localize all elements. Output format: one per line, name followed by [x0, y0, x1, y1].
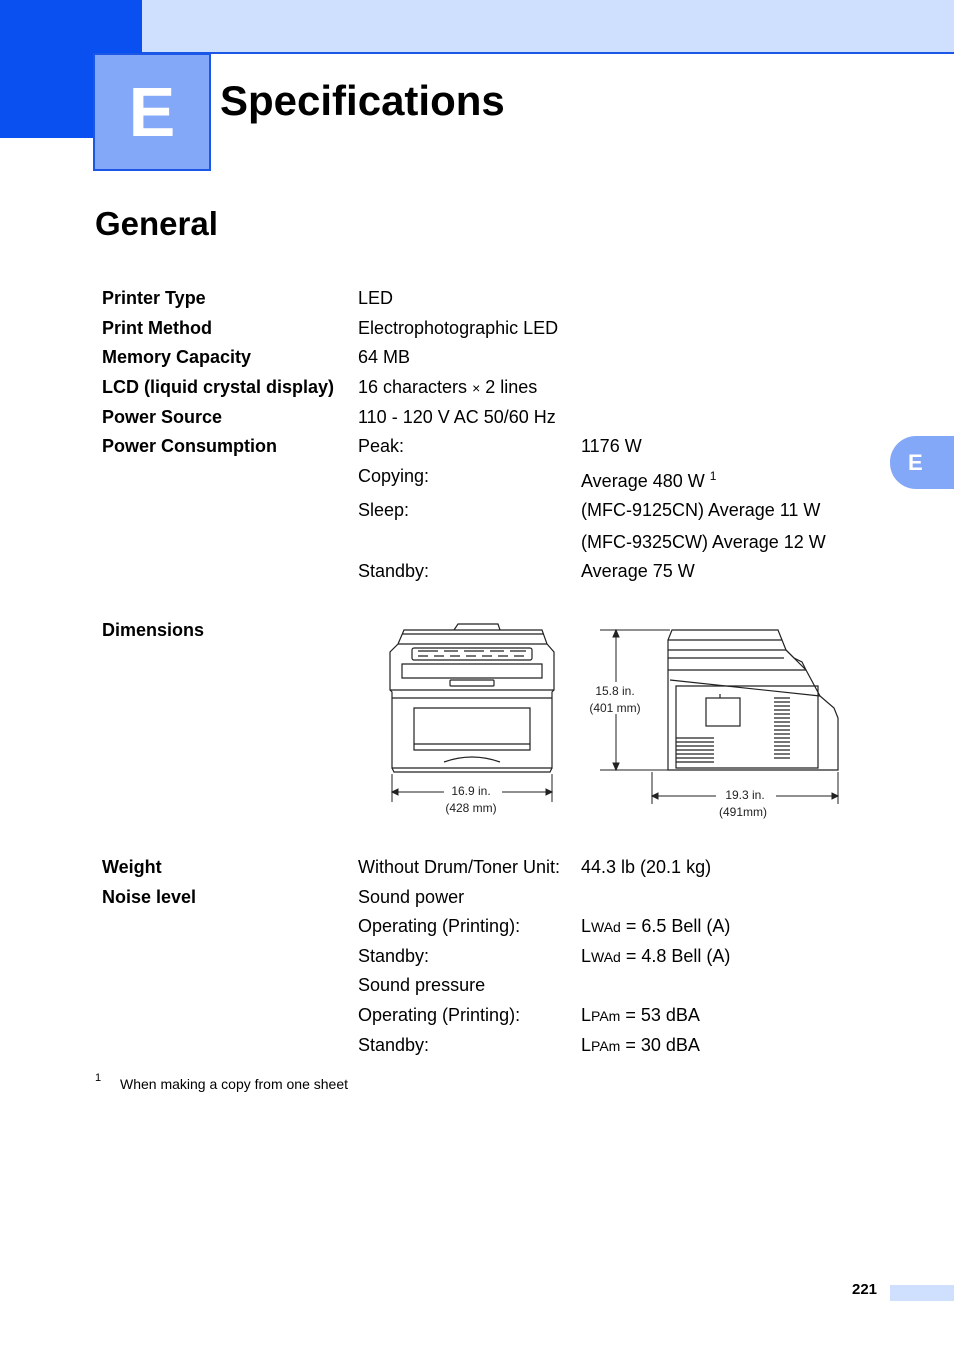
power-source-label: Power Source: [102, 407, 223, 427]
memory-capacity-label: Memory Capacity: [102, 347, 252, 367]
operating-value-1: [581, 915, 730, 938]
footnote-number: 1: [95, 1072, 102, 1084]
page-number: 221: [852, 1281, 878, 1298]
lcd-label: LCD (liquid crystal display): [102, 377, 335, 397]
lwad-subscript: WAd: [591, 949, 621, 965]
standby-label-1: Standby:: [358, 946, 430, 966]
peak-value: 1176 W: [581, 436, 642, 456]
chapter-letter: E: [128, 73, 176, 151]
lpam-subscript: PAm: [591, 1038, 621, 1054]
sound-pressure-label: Sound pressure: [358, 975, 486, 995]
operating-label-1: Operating (Printing):: [358, 916, 521, 936]
lpam-value: = 53 dBA: [620, 1005, 700, 1025]
footnote-text: When making a copy from one sheet: [120, 1076, 349, 1092]
section-title: General: [95, 205, 218, 242]
width-in-label: 16.9 in.: [451, 784, 491, 798]
header-band: [0, 0, 954, 54]
lcd-value-post: 2 lines: [480, 377, 538, 397]
sleep-label: Sleep:: [358, 500, 410, 520]
print-method-label: Print Method: [102, 318, 212, 338]
standby-value-2: [581, 1034, 700, 1057]
lpam-letter: L: [581, 1035, 592, 1055]
sleep-value-1: (MFC-9125CN) Average 11 W: [581, 500, 821, 520]
printer-side-view-drawing: [584, 622, 846, 827]
weight-label: Weight: [102, 857, 162, 877]
operating-value-2: [581, 1004, 700, 1027]
lwad-value: = 6.5 Bell (A): [620, 916, 731, 936]
printer-type-value: LED: [358, 288, 394, 308]
printer-type-label: Printer Type: [102, 288, 206, 308]
weight-sub-label: Without Drum/Toner Unit:: [358, 857, 561, 877]
lpam-value: = 30 dBA: [620, 1035, 700, 1055]
standby-label-2: Standby:: [358, 1035, 430, 1055]
times-sign: ×: [472, 380, 481, 396]
side-tab-letter: E: [908, 449, 923, 475]
copying-value: [581, 470, 716, 492]
sleep-value-2: (MFC-9325CW) Average 12 W: [581, 532, 826, 552]
lwad-letter: L: [581, 916, 592, 936]
lpam-subscript: PAm: [591, 1008, 621, 1024]
standby-value: Average 75 W: [581, 561, 695, 581]
standby-label: Standby:: [358, 561, 430, 581]
depth-in-label: 19.3 in.: [725, 788, 765, 802]
sound-power-label: Sound power: [358, 887, 465, 907]
copying-value-text: Average 480 W: [581, 471, 705, 491]
power-source-value: 110 - 120 V AC 50/60 Hz: [358, 407, 556, 427]
weight-value: 44.3 lb (20.1 kg): [581, 857, 712, 877]
chapter-title: Specifications: [220, 77, 505, 124]
lpam-letter: L: [581, 1005, 592, 1025]
lwad-letter: L: [581, 946, 592, 966]
memory-capacity-value: 64 MB: [358, 347, 411, 367]
page-number-bar: [890, 1285, 954, 1301]
peak-label: Peak:: [358, 436, 405, 456]
copying-label: Copying:: [358, 466, 430, 486]
power-consumption-label: Power Consumption: [102, 436, 277, 456]
lcd-value-pre: 16 characters: [358, 377, 473, 397]
printer-front-view-drawing: [384, 622, 569, 822]
print-method-value: Electrophotographic LED: [358, 318, 559, 338]
noise-level-label: Noise level: [102, 887, 197, 907]
chapter-letter-box: [93, 53, 211, 171]
standby-value-1: [581, 945, 730, 968]
operating-label-2: Operating (Printing):: [358, 1005, 521, 1025]
height-in-label: 15.8 in.: [595, 684, 635, 698]
width-mm-label: (428 mm): [445, 801, 497, 815]
height-mm-label: (401 mm): [589, 701, 641, 715]
dimensions-label: Dimensions: [102, 620, 205, 640]
lcd-value: [358, 376, 537, 399]
copying-footnote-ref: 1: [709, 469, 717, 483]
side-tab: [890, 436, 954, 489]
depth-mm-label: (491mm): [718, 805, 768, 819]
lwad-subscript: WAd: [591, 919, 621, 935]
lwad-value: = 4.8 Bell (A): [620, 946, 731, 966]
